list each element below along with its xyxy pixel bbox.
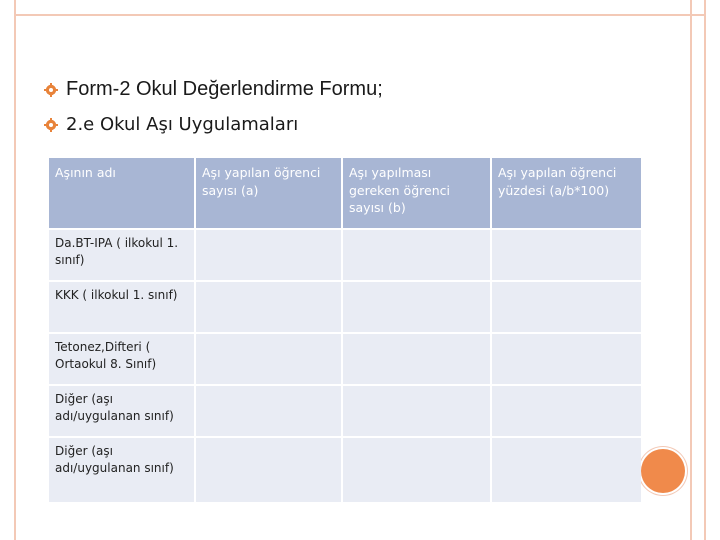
bullet-item-section: [44, 114, 298, 135]
vaccinated-percent-cell[interactable]: [492, 386, 641, 436]
bullet-text: 2.e Okul Aşı Uygulamaları: [66, 114, 299, 135]
header-required-count: Aşı yapılması gereken öğrenci sayısı (b): [343, 158, 490, 228]
frame-line-right-inner: [690, 0, 692, 540]
gear-bullet-icon: [44, 83, 58, 97]
required-count-cell[interactable]: [343, 386, 490, 436]
table-row: [49, 438, 641, 502]
vaccinated-percent-cell[interactable]: [492, 282, 641, 332]
orange-circle-decoration: [641, 449, 685, 493]
required-count-cell[interactable]: [343, 282, 490, 332]
vaccine-name-cell: Tetonez,Difteri ( Ortaokul 8. Sınıf): [49, 334, 194, 384]
vaccine-name-cell: Da.BT-IPA ( ilkokul 1. sınıf): [49, 230, 194, 280]
table-row: [49, 386, 641, 436]
frame-line-right-outer: [704, 0, 706, 540]
bullet-item-form: [44, 78, 383, 101]
vaccinated-count-cell[interactable]: [196, 438, 341, 502]
required-count-cell[interactable]: [343, 230, 490, 280]
required-count-cell[interactable]: [343, 334, 490, 384]
header-vaccine-name: Aşının adı: [49, 158, 194, 228]
header-vaccinated-count: Aşı yapılan öğrenci sayısı (a): [196, 158, 341, 228]
vaccinated-count-cell[interactable]: [196, 282, 341, 332]
vaccinated-count-cell[interactable]: [196, 334, 341, 384]
gear-bullet-icon: [44, 118, 58, 132]
header-vaccinated-percent: Aşı yapılan öğrenci yüzdesi (a/b*100): [492, 158, 641, 228]
vaccinated-percent-cell[interactable]: [492, 230, 641, 280]
vaccine-name-cell: Diğer (aşı adı/uygulanan sınıf): [49, 438, 194, 502]
table-row: [49, 334, 641, 384]
vaccine-name-cell: Diğer (aşı adı/uygulanan sınıf): [49, 386, 194, 436]
vaccine-name-cell: KKK ( ilkokul 1. sınıf): [49, 282, 194, 332]
frame-line-left: [14, 0, 16, 540]
vaccinated-percent-cell[interactable]: [492, 334, 641, 384]
table-row: [49, 282, 641, 332]
table-row: [49, 230, 641, 280]
vaccination-table: [47, 156, 643, 504]
required-count-cell[interactable]: [343, 438, 490, 502]
vaccinated-count-cell[interactable]: [196, 386, 341, 436]
vaccinated-percent-cell[interactable]: [492, 438, 641, 502]
bullet-text: Form-2 Okul Değerlendirme Formu;: [66, 78, 383, 100]
table-header-row: [49, 158, 641, 228]
frame-line-top: [14, 14, 706, 16]
vaccinated-count-cell[interactable]: [196, 230, 341, 280]
